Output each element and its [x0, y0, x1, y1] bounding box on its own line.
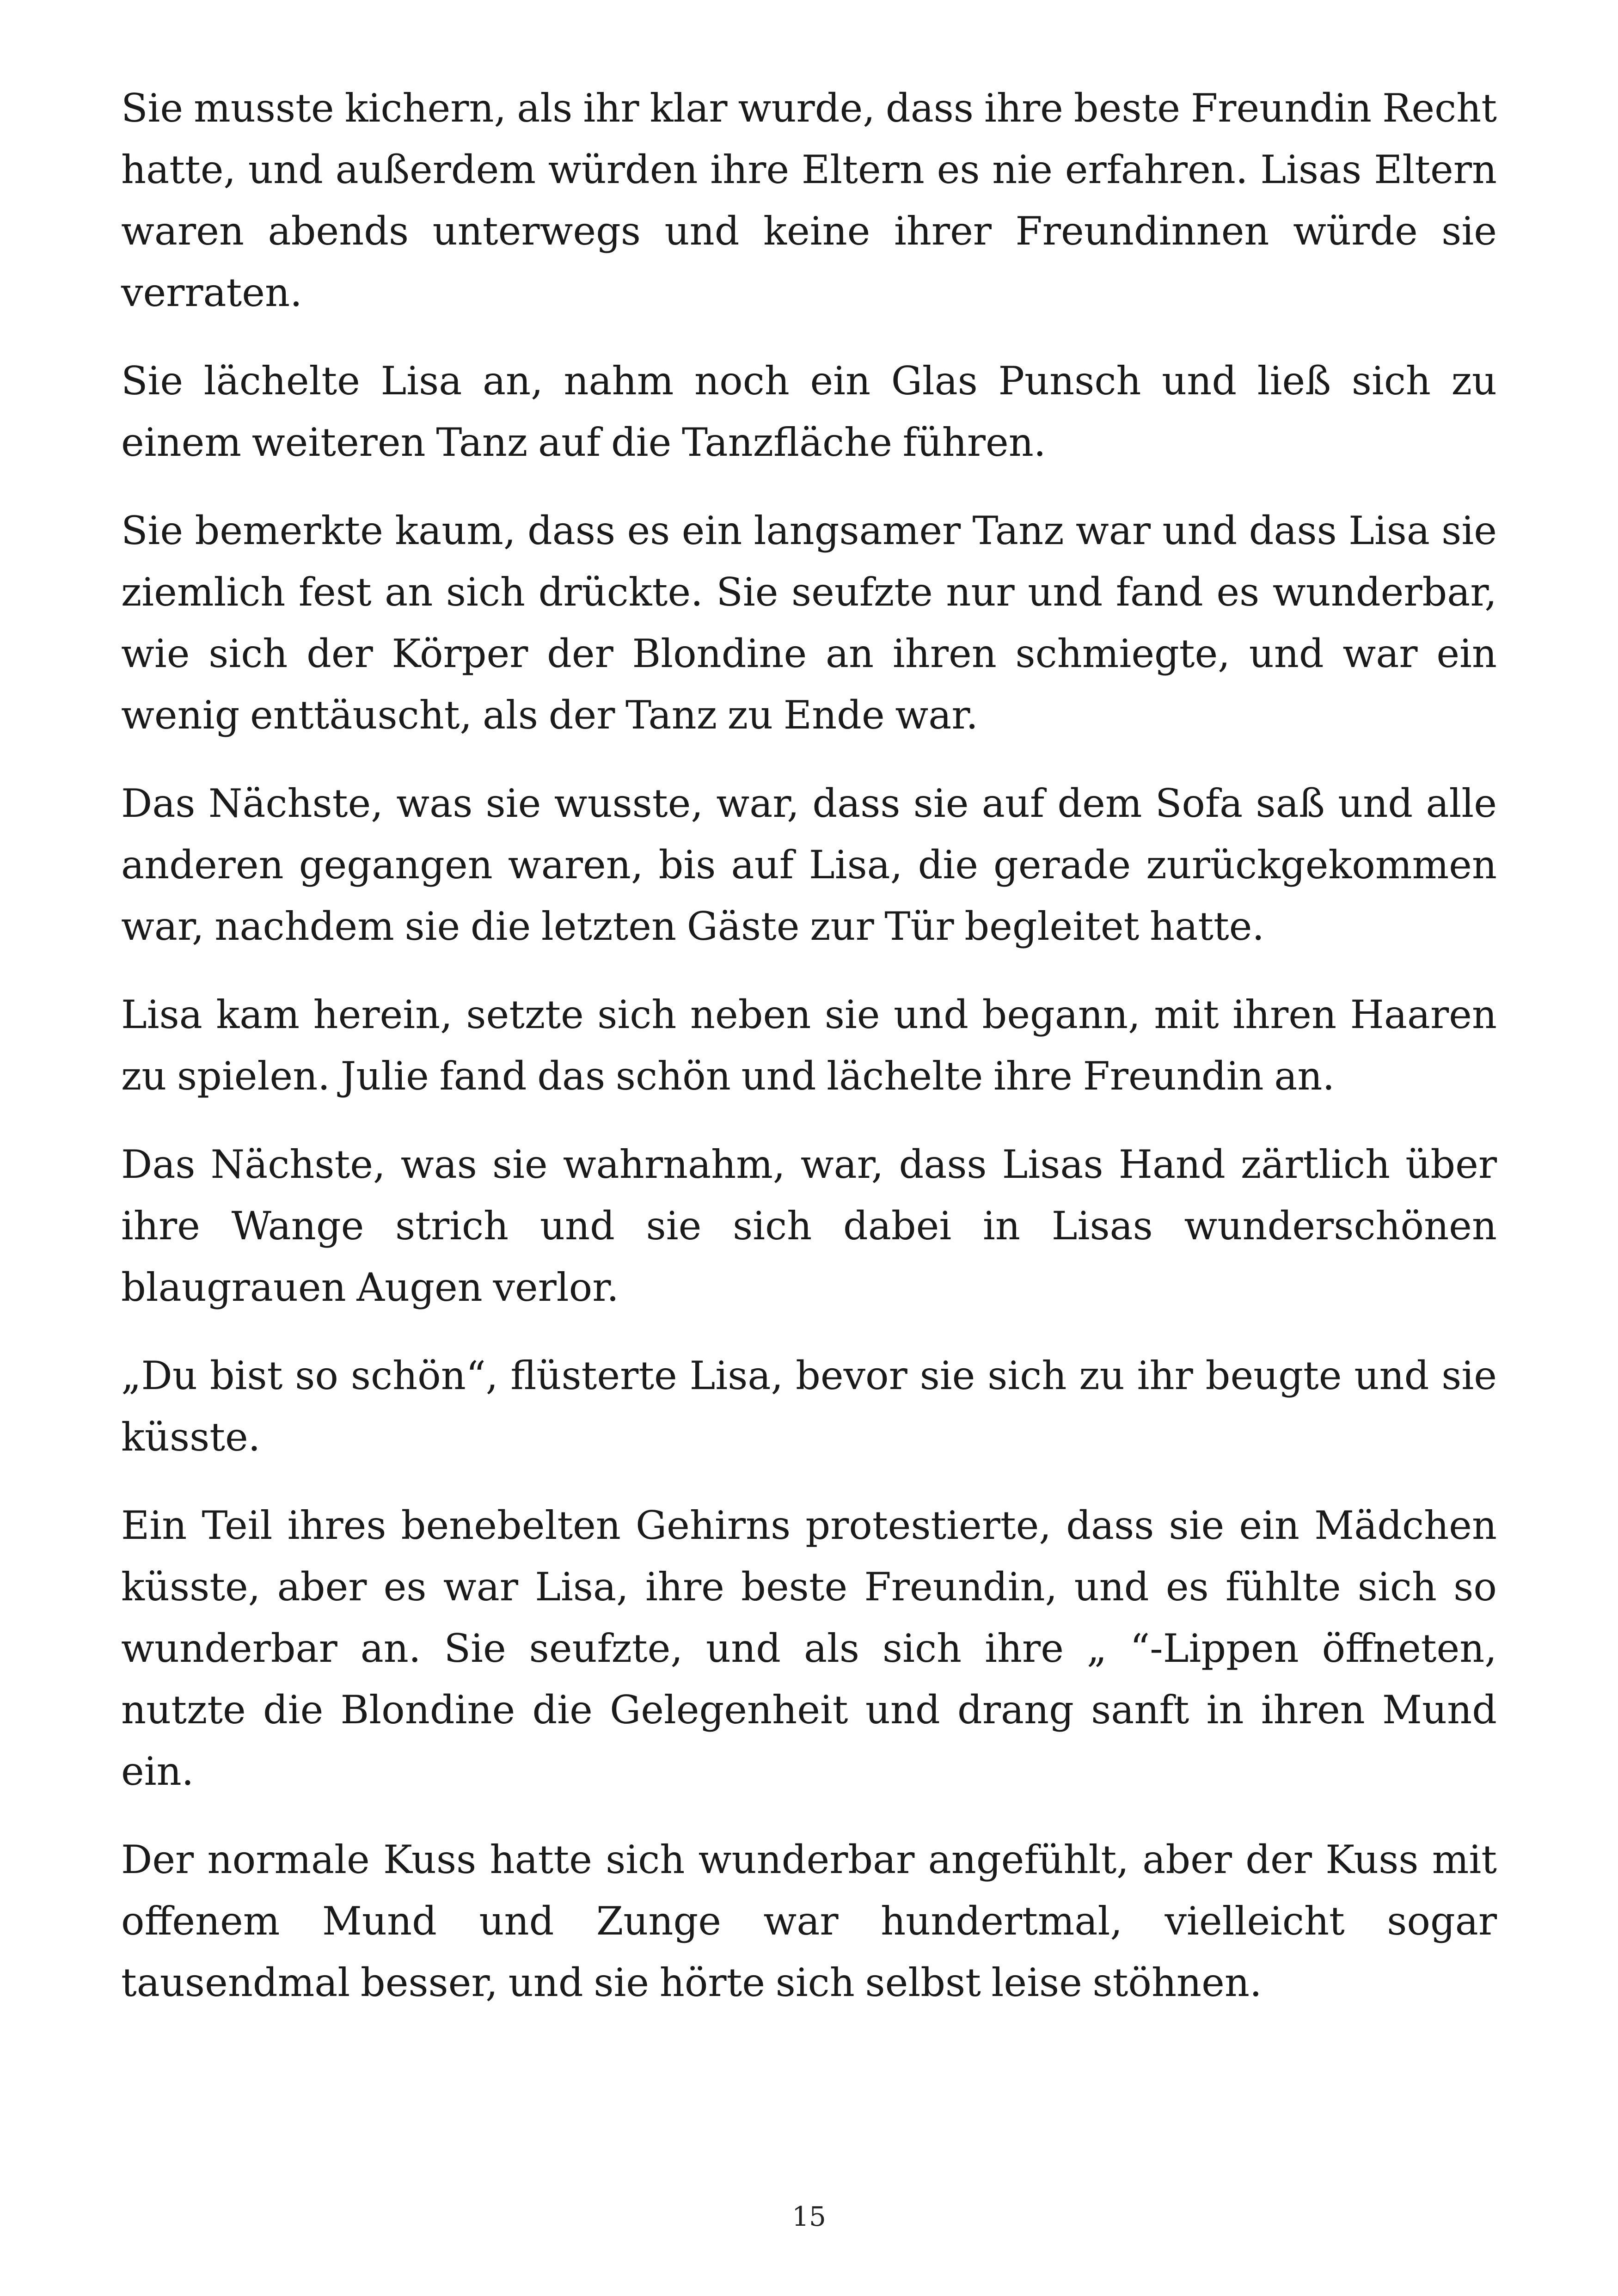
paragraph-1: Sie musste kichern, als ihr klar wurde, dass ihre beste Freundin Recht hatte, und außerdem würden ihre Eltern es nie erfahren. Lisas Eltern waren abends unterwegs und keine ihrer Freundinnen würde sie verraten.	[121, 86, 1497, 315]
paragraph-4: Das Nächste, was sie wusste, war, dass sie auf dem Sofa saß und alle anderen gegangen waren, bis auf Lisa, die gerade zurückgekommen war, nachdem sie die letzten Gäste zur Tür begleitet hatte.	[121, 781, 1497, 949]
page-number: 15	[792, 2201, 826, 2232]
body-text	[121, 78, 1497, 2040]
paragraph-8: Ein Teil ihres benebelten Gehirns protestierte, dass sie ein Mädchen küsste, aber es war Lisa, ihre beste Freundin, und es fühlte sich so wunderbar an. Sie seufzte, und als sich ihre „ “-Lippen öffneten, nutzte die Blondine die Gelegenheit und drang sanft in ihren Mund ein.	[121, 1503, 1497, 1794]
paragraph-7: „Du bist so schön“, flüsterte Lisa, bevor sie sich zu ihr beugte und sie küsste.	[121, 1353, 1497, 1460]
paragraph-9: Der normale Kuss hatte sich wunderbar angefühlt, aber der Kuss mit offenem Mund und Zunge war hundertmal, vielleicht sogar tausendmal besser, und sie hörte sich selbst leise stöhnen.	[121, 1837, 1497, 2005]
paragraph-5: Lisa kam herein, setzte sich neben sie und begann, mit ihren Haaren zu spielen. Julie fand das schön und lächelte ihre Freundin an.	[121, 992, 1497, 1099]
paragraph-3: Sie bemerkte kaum, dass es ein langsamer Tanz war und dass Lisa sie ziemlich fest an sich drückte. Sie seufzte nur und fand es wunderbar, wie sich der Körper der Blondine an ihren schmiegte, und war ein wenig enttäuscht, als der Tanz zu Ende war.	[121, 508, 1497, 738]
paragraph-6: Das Nächste, was sie wahrnahm, war, dass Lisas Hand zärtlich über ihre Wange strich und sie sich dabei in Lisas wunderschönen blaugrauen Augen verlor.	[121, 1142, 1497, 1310]
paragraph-2: Sie lächelte Lisa an, nahm noch ein Glas Punsch und ließ sich zu einem weiteren Tanz auf die Tanzfläche führen.	[121, 358, 1497, 465]
